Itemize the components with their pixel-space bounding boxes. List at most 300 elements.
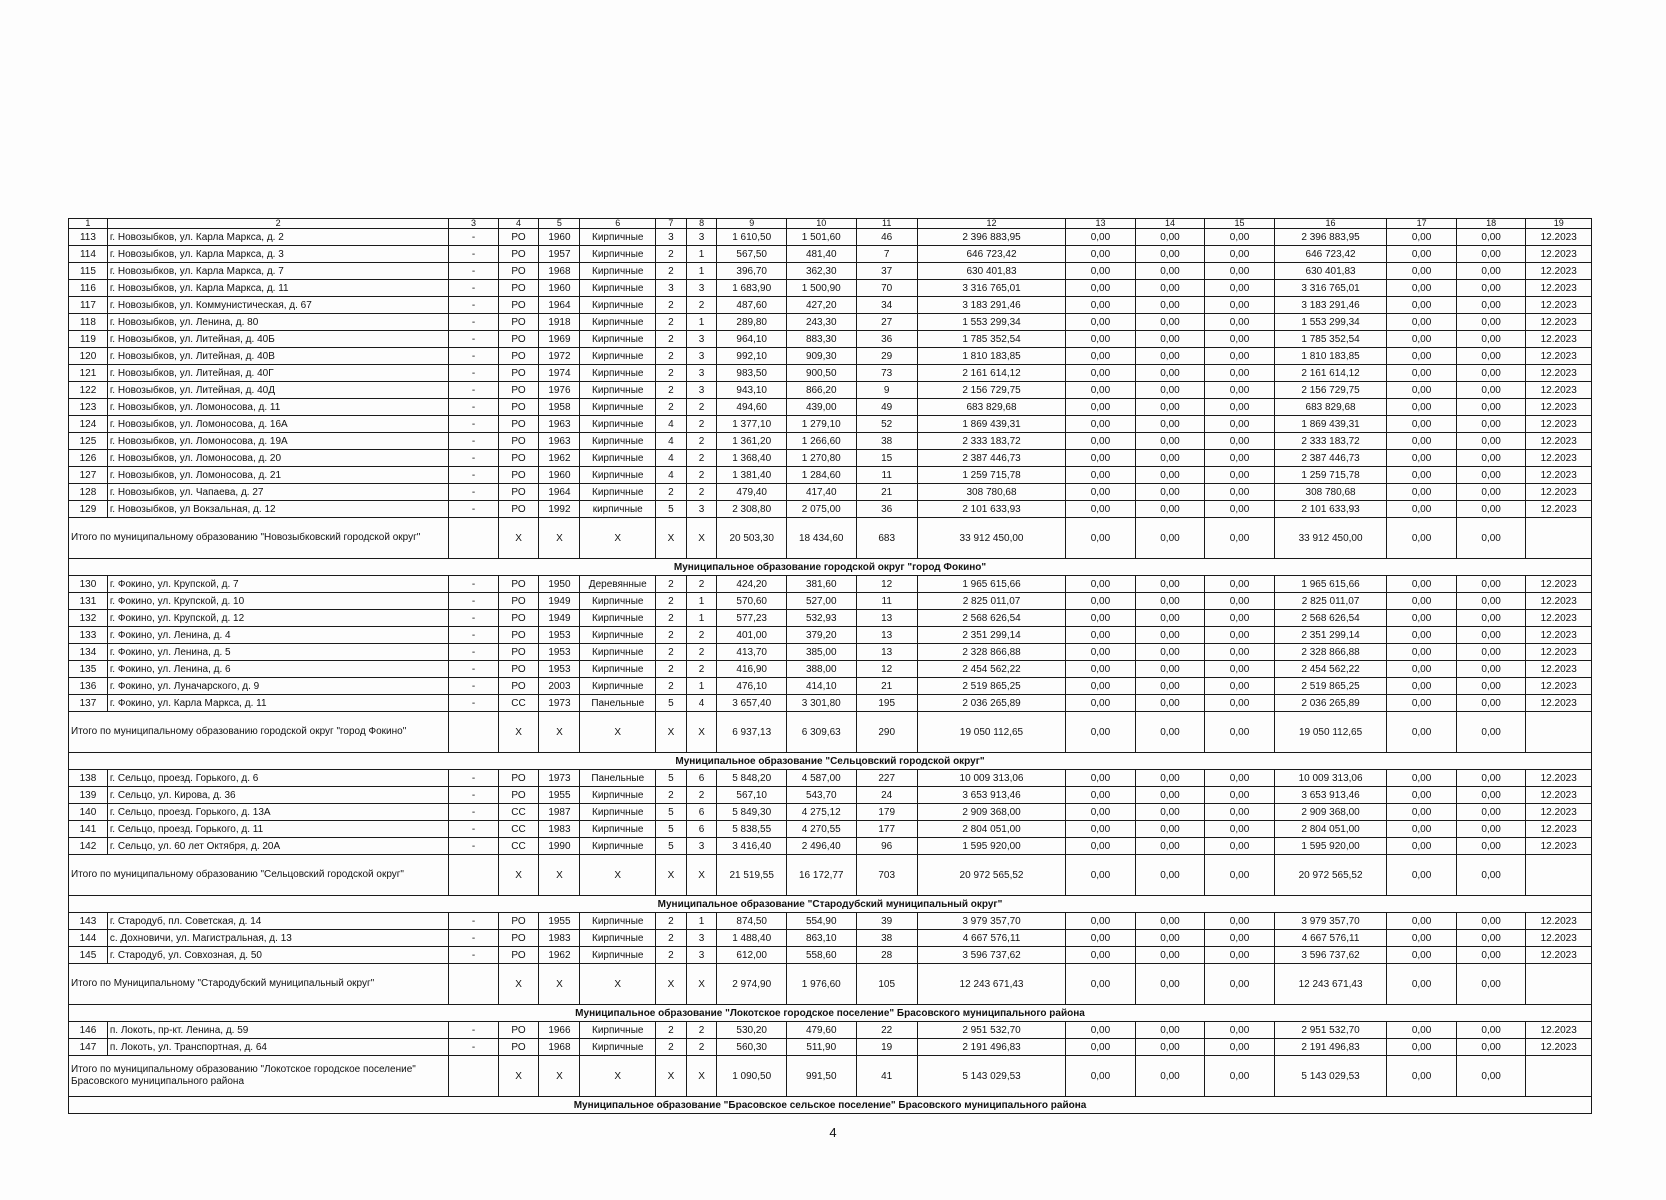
table-cell: 12.2023 — [1526, 610, 1592, 627]
total-cell: 16 172,77 — [786, 855, 856, 896]
table-cell: 134 — [69, 644, 108, 661]
table-row — [69, 365, 1592, 382]
table-cell: 883,30 — [786, 331, 856, 348]
table-row — [69, 804, 1592, 821]
total-cell: X — [539, 1056, 580, 1097]
table-cell: 38 — [856, 433, 917, 450]
total-cell: 21 519,55 — [717, 855, 787, 896]
table-cell: Кирпичные — [580, 263, 656, 280]
table-cell: 2 — [656, 263, 687, 280]
total-cell: 0,00 — [1066, 964, 1136, 1005]
table-cell: РО — [498, 501, 539, 518]
table-cell: Панельные — [580, 695, 656, 712]
table-cell: 1 869 439,31 — [1274, 416, 1387, 433]
table-cell: 6 — [686, 821, 717, 838]
table-cell: 900,50 — [786, 365, 856, 382]
table-cell: 0,00 — [1066, 467, 1136, 484]
table-cell: 2 — [686, 450, 717, 467]
total-cell: X — [498, 855, 539, 896]
table-cell: 0,00 — [1066, 787, 1136, 804]
total-cell: X — [498, 964, 539, 1005]
table-cell: 0,00 — [1135, 610, 1205, 627]
table-row — [69, 331, 1592, 348]
total-cell: 5 143 029,53 — [1274, 1056, 1387, 1097]
table-cell: 13 — [856, 644, 917, 661]
table-cell: 1974 — [539, 365, 580, 382]
table-cell: 3 316 765,01 — [1274, 280, 1387, 297]
table-cell: 2 804 051,00 — [1274, 821, 1387, 838]
table-cell: 1962 — [539, 947, 580, 964]
table-cell: РО — [498, 246, 539, 263]
table-cell: 2 — [656, 382, 687, 399]
table-cell: 2 825 011,07 — [1274, 593, 1387, 610]
table-cell: 0,00 — [1135, 382, 1205, 399]
table-cell: 1 — [686, 593, 717, 610]
table-cell: 6 — [686, 770, 717, 787]
table-cell: 577,23 — [717, 610, 787, 627]
table-cell: 289,80 — [717, 314, 787, 331]
table-cell: 0,00 — [1135, 484, 1205, 501]
column-number-cell: 2 — [107, 219, 449, 229]
table-cell: 179 — [856, 804, 917, 821]
table-cell: 362,30 — [786, 263, 856, 280]
total-cell: 0,00 — [1205, 855, 1275, 896]
table-cell: 1 361,20 — [717, 433, 787, 450]
table-row — [69, 314, 1592, 331]
table-cell: 2 — [656, 913, 687, 930]
table-cell: 0,00 — [1066, 695, 1136, 712]
table-cell: 2 — [656, 1022, 687, 1039]
table-row — [69, 467, 1592, 484]
column-number-cell: 5 — [539, 219, 580, 229]
table-cell: 427,20 — [786, 297, 856, 314]
total-cell: 0,00 — [1066, 712, 1136, 753]
table-cell: 3 183 291,46 — [917, 297, 1065, 314]
table-cell: РО — [498, 484, 539, 501]
table-cell: 0,00 — [1456, 576, 1526, 593]
table-cell: 2 568 626,54 — [1274, 610, 1387, 627]
table-cell: 135 — [69, 661, 108, 678]
table-cell: 2 333 183,72 — [1274, 433, 1387, 450]
table-cell: п. Локоть, ул. Транспортная, д. 64 — [107, 1039, 449, 1056]
table-cell: 3 596 737,62 — [1274, 947, 1387, 964]
table-cell: 2 519 865,25 — [917, 678, 1065, 695]
table-cell: 2 308,80 — [717, 501, 787, 518]
table-cell: г. Фокино, ул. Луначарского, д. 9 — [107, 678, 449, 695]
table-cell: 0,00 — [1205, 467, 1275, 484]
table-cell: Кирпичные — [580, 365, 656, 382]
table-cell: Кирпичные — [580, 348, 656, 365]
table-cell: 0,00 — [1066, 593, 1136, 610]
table-cell: 73 — [856, 365, 917, 382]
table-cell: 34 — [856, 297, 917, 314]
municipality-section-title: Муниципальное образование "Сельцовский городской округ" — [69, 753, 1592, 770]
table-cell: 12.2023 — [1526, 280, 1592, 297]
table-row — [69, 838, 1592, 855]
table-cell: 12.2023 — [1526, 787, 1592, 804]
table-cell: 126 — [69, 450, 108, 467]
table-cell: 0,00 — [1456, 770, 1526, 787]
housing-repair-table — [68, 218, 1592, 1114]
table-cell: 0,00 — [1387, 610, 1457, 627]
table-cell: 12.2023 — [1526, 576, 1592, 593]
table-cell: г. Новозыбков, ул. Литейная, д. 40Д — [107, 382, 449, 399]
table-cell: 0,00 — [1456, 348, 1526, 365]
table-cell: 5 — [656, 501, 687, 518]
table-cell: 137 — [69, 695, 108, 712]
municipality-section-row — [69, 753, 1592, 770]
table-cell: 0,00 — [1205, 501, 1275, 518]
table-cell: 1963 — [539, 416, 580, 433]
table-cell: 0,00 — [1387, 314, 1457, 331]
table-cell: 12.2023 — [1526, 1039, 1592, 1056]
table-cell: Кирпичные — [580, 661, 656, 678]
total-cell: 0,00 — [1135, 855, 1205, 896]
table-cell: Кирпичные — [580, 913, 656, 930]
table-cell: г. Новозыбков, ул. Чапаева, д. 27 — [107, 484, 449, 501]
table-cell: 0,00 — [1066, 450, 1136, 467]
table-row — [69, 787, 1592, 804]
table-cell: 2 396 883,95 — [1274, 229, 1387, 246]
table-cell: 0,00 — [1205, 331, 1275, 348]
table-cell: 1 259 715,78 — [1274, 467, 1387, 484]
table-cell: - — [449, 331, 498, 348]
table-cell: 0,00 — [1387, 416, 1457, 433]
total-label: Итого по муниципальному образованию "Локотское городское поселение" Брасовского муниципального района — [69, 1056, 449, 1097]
table-cell: - — [449, 627, 498, 644]
table-cell: СС — [498, 695, 539, 712]
table-cell: 36 — [856, 331, 917, 348]
table-cell: 1 — [686, 263, 717, 280]
table-cell: РО — [498, 280, 539, 297]
table-cell: 124 — [69, 416, 108, 433]
total-cell: 0,00 — [1135, 712, 1205, 753]
table-cell: 1983 — [539, 930, 580, 947]
table-cell: 0,00 — [1456, 644, 1526, 661]
table-cell: 527,00 — [786, 593, 856, 610]
total-cell: X — [686, 518, 717, 559]
table-cell: г. Новозыбков, ул. Карла Маркса, д. 7 — [107, 263, 449, 280]
table-cell: 0,00 — [1135, 627, 1205, 644]
table-cell: 1966 — [539, 1022, 580, 1039]
table-cell: Кирпичные — [580, 314, 656, 331]
table-cell: 0,00 — [1387, 229, 1457, 246]
table-cell: 2 — [656, 593, 687, 610]
table-cell: 2 951 532,70 — [1274, 1022, 1387, 1039]
table-cell: 1950 — [539, 576, 580, 593]
table-cell: 2 — [656, 947, 687, 964]
table-cell: РО — [498, 331, 539, 348]
column-number-cell: 19 — [1526, 219, 1592, 229]
table-cell: 0,00 — [1456, 787, 1526, 804]
table-cell: 2 — [656, 314, 687, 331]
total-cell: X — [580, 1056, 656, 1097]
total-cell — [1526, 712, 1592, 753]
table-cell: 0,00 — [1135, 787, 1205, 804]
total-cell: 0,00 — [1066, 855, 1136, 896]
table-cell: 12.2023 — [1526, 484, 1592, 501]
table-cell: 9 — [856, 382, 917, 399]
table-cell: 122 — [69, 382, 108, 399]
table-cell: 0,00 — [1205, 382, 1275, 399]
table-cell: Кирпичные — [580, 804, 656, 821]
total-cell: 19 050 112,65 — [1274, 712, 1387, 753]
table-cell: 4 275,12 — [786, 804, 856, 821]
table-cell: 12.2023 — [1526, 678, 1592, 695]
table-cell: 532,93 — [786, 610, 856, 627]
table-cell: 1964 — [539, 484, 580, 501]
table-cell: 1918 — [539, 314, 580, 331]
table-cell: 2 — [686, 399, 717, 416]
table-row — [69, 610, 1592, 627]
table-cell: 2 387 446,73 — [1274, 450, 1387, 467]
total-cell: X — [498, 518, 539, 559]
table-cell: 2 101 633,93 — [917, 501, 1065, 518]
table-cell: 2 075,00 — [786, 501, 856, 518]
table-cell: - — [449, 947, 498, 964]
table-cell: 12.2023 — [1526, 348, 1592, 365]
total-cell — [449, 712, 498, 753]
table-cell: 0,00 — [1066, 930, 1136, 947]
table-cell: 554,90 — [786, 913, 856, 930]
table-cell: 567,50 — [717, 246, 787, 263]
table-cell: 4 — [656, 416, 687, 433]
table-cell: 2 161 614,12 — [1274, 365, 1387, 382]
table-row — [69, 246, 1592, 263]
table-cell: 125 — [69, 433, 108, 450]
table-cell: 15 — [856, 450, 917, 467]
table-row — [69, 484, 1592, 501]
table-cell: РО — [498, 416, 539, 433]
table-cell: 0,00 — [1066, 1039, 1136, 1056]
table-cell: 3 301,80 — [786, 695, 856, 712]
table-cell: 646 723,42 — [917, 246, 1065, 263]
table-cell: 0,00 — [1135, 1039, 1205, 1056]
table-cell: РО — [498, 644, 539, 661]
table-cell: 2 396 883,95 — [917, 229, 1065, 246]
table-cell: 1992 — [539, 501, 580, 518]
table-cell: 863,10 — [786, 930, 856, 947]
table-cell: 1 965 615,66 — [1274, 576, 1387, 593]
total-cell — [1526, 518, 1592, 559]
table-cell: 0,00 — [1205, 416, 1275, 433]
total-cell: 0,00 — [1456, 1056, 1526, 1097]
table-cell: 0,00 — [1066, 314, 1136, 331]
total-cell: 41 — [856, 1056, 917, 1097]
table-cell: 3 979 357,70 — [1274, 913, 1387, 930]
table-cell: 12.2023 — [1526, 399, 1592, 416]
table-cell: РО — [498, 947, 539, 964]
table-cell: 114 — [69, 246, 108, 263]
table-cell: РО — [498, 627, 539, 644]
table-cell: 3 653 913,46 — [917, 787, 1065, 804]
table-cell: 147 — [69, 1039, 108, 1056]
table-cell: 0,00 — [1066, 399, 1136, 416]
table-cell: - — [449, 821, 498, 838]
table-cell: 0,00 — [1205, 838, 1275, 855]
table-cell: 12.2023 — [1526, 947, 1592, 964]
table-cell: г. Фокино, ул. Крупской, д. 7 — [107, 576, 449, 593]
table-cell: г. Сельцо, проезд. Горького, д. 13А — [107, 804, 449, 821]
column-number-cell: 4 — [498, 219, 539, 229]
column-number-cell: 9 — [717, 219, 787, 229]
table-cell: 113 — [69, 229, 108, 246]
table-cell: г. Фокино, ул. Ленина, д. 6 — [107, 661, 449, 678]
table-cell: 49 — [856, 399, 917, 416]
table-cell: 0,00 — [1205, 297, 1275, 314]
total-cell: 0,00 — [1387, 964, 1457, 1005]
table-cell: 2 — [656, 576, 687, 593]
table-cell: 38 — [856, 930, 917, 947]
table-cell: 22 — [856, 1022, 917, 1039]
table-cell: 145 — [69, 947, 108, 964]
table-cell: 0,00 — [1456, 821, 1526, 838]
total-cell: 0,00 — [1387, 1056, 1457, 1097]
table-cell: 141 — [69, 821, 108, 838]
table-cell: Кирпичные — [580, 297, 656, 314]
table-cell: 2 — [656, 610, 687, 627]
table-cell: 12.2023 — [1526, 770, 1592, 787]
table-cell: РО — [498, 450, 539, 467]
table-cell: 21 — [856, 678, 917, 695]
table-cell: 5 849,30 — [717, 804, 787, 821]
table-cell: Кирпичные — [580, 399, 656, 416]
table-cell: 560,30 — [717, 1039, 787, 1056]
table-cell: 1 377,10 — [717, 416, 787, 433]
table-body — [69, 219, 1592, 1114]
total-cell — [449, 1056, 498, 1097]
table-cell: 530,20 — [717, 1022, 787, 1039]
total-cell: 1 976,60 — [786, 964, 856, 1005]
table-cell: 1953 — [539, 661, 580, 678]
table-cell: 0,00 — [1456, 280, 1526, 297]
table-cell: 0,00 — [1456, 610, 1526, 627]
total-cell: 0,00 — [1456, 712, 1526, 753]
total-cell: 0,00 — [1456, 964, 1526, 1005]
total-cell — [449, 518, 498, 559]
table-cell: 0,00 — [1135, 501, 1205, 518]
table-cell: 1 595 920,00 — [1274, 838, 1387, 855]
table-cell: 5 — [656, 770, 687, 787]
column-number-cell: 8 — [686, 219, 717, 229]
table-cell: 0,00 — [1135, 229, 1205, 246]
table-cell: 5 — [656, 838, 687, 855]
table-cell: 2 951 532,70 — [917, 1022, 1065, 1039]
table-cell: 0,00 — [1205, 787, 1275, 804]
total-cell: 5 143 029,53 — [917, 1056, 1065, 1097]
table-cell: 4 — [656, 433, 687, 450]
table-cell: 0,00 — [1387, 501, 1457, 518]
table-cell: 27 — [856, 314, 917, 331]
table-cell: 28 — [856, 947, 917, 964]
table-cell: 0,00 — [1135, 433, 1205, 450]
table-cell: 3 657,40 — [717, 695, 787, 712]
table-cell: 0,00 — [1387, 297, 1457, 314]
table-cell: 0,00 — [1387, 838, 1457, 855]
total-cell: 0,00 — [1135, 964, 1205, 1005]
table-cell: 13 — [856, 627, 917, 644]
table-cell: 146 — [69, 1022, 108, 1039]
table-cell: Кирпичные — [580, 467, 656, 484]
table-cell: РО — [498, 382, 539, 399]
table-row — [69, 593, 1592, 610]
table-cell: 12.2023 — [1526, 263, 1592, 280]
table-cell: г. Фокино, ул. Ленина, д. 5 — [107, 644, 449, 661]
table-cell: Кирпичные — [580, 838, 656, 855]
total-cell: X — [686, 964, 717, 1005]
table-cell: РО — [498, 314, 539, 331]
table-cell: 414,10 — [786, 678, 856, 695]
table-cell: 2 328 866,88 — [1274, 644, 1387, 661]
table-cell: 0,00 — [1205, 947, 1275, 964]
table-row — [69, 695, 1592, 712]
total-cell: 20 972 565,52 — [917, 855, 1065, 896]
table-cell: 1963 — [539, 433, 580, 450]
total-cell — [1526, 855, 1592, 896]
table-cell: 12 — [856, 661, 917, 678]
table-cell: 11 — [856, 467, 917, 484]
table-cell: 1955 — [539, 787, 580, 804]
table-cell: 2 — [656, 399, 687, 416]
table-cell: г. Новозыбков, ул. Литейная, д. 40В — [107, 348, 449, 365]
table-cell: 0,00 — [1387, 947, 1457, 964]
table-cell: Деревянные — [580, 576, 656, 593]
table-cell: 0,00 — [1135, 913, 1205, 930]
total-cell: X — [656, 964, 687, 1005]
table-row — [69, 501, 1592, 518]
table-cell: 2 328 866,88 — [917, 644, 1065, 661]
total-row — [69, 855, 1592, 896]
table-cell: - — [449, 297, 498, 314]
table-cell: 39 — [856, 913, 917, 930]
municipality-section-row — [69, 1097, 1592, 1114]
table-cell: 413,70 — [717, 644, 787, 661]
table-cell: 3 316 765,01 — [917, 280, 1065, 297]
table-cell: 116 — [69, 280, 108, 297]
table-cell: 1 810 183,85 — [1274, 348, 1387, 365]
table-cell: г. Новозыбков, ул. Литейная, д. 40Г — [107, 365, 449, 382]
table-cell: 511,90 — [786, 1039, 856, 1056]
table-cell: 2 036 265,89 — [917, 695, 1065, 712]
table-cell: 0,00 — [1135, 280, 1205, 297]
total-cell — [449, 964, 498, 1005]
page-number: 4 — [829, 1125, 837, 1140]
table-cell: 2 — [686, 1039, 717, 1056]
table-cell: 0,00 — [1205, 365, 1275, 382]
table-cell: РО — [498, 610, 539, 627]
table-cell: 131 — [69, 593, 108, 610]
table-cell: г. Новозыбков, ул. Карла Маркса, д. 3 — [107, 246, 449, 263]
table-cell: 177 — [856, 821, 917, 838]
table-cell: 70 — [856, 280, 917, 297]
table-cell: 3 — [686, 365, 717, 382]
table-cell: 12.2023 — [1526, 695, 1592, 712]
table-cell: 0,00 — [1456, 930, 1526, 947]
table-cell: 0,00 — [1205, 678, 1275, 695]
total-cell — [449, 855, 498, 896]
table-cell: 140 — [69, 804, 108, 821]
table-cell: 0,00 — [1456, 661, 1526, 678]
table-cell: 12.2023 — [1526, 331, 1592, 348]
table-cell: 0,00 — [1456, 229, 1526, 246]
table-cell: 2 519 865,25 — [1274, 678, 1387, 695]
table-cell: 2 568 626,54 — [917, 610, 1065, 627]
table-cell: 12 — [856, 576, 917, 593]
column-number-cell: 1 — [69, 219, 108, 229]
table-cell: 139 — [69, 787, 108, 804]
table-cell: 0,00 — [1205, 246, 1275, 263]
table-cell: 0,00 — [1066, 382, 1136, 399]
